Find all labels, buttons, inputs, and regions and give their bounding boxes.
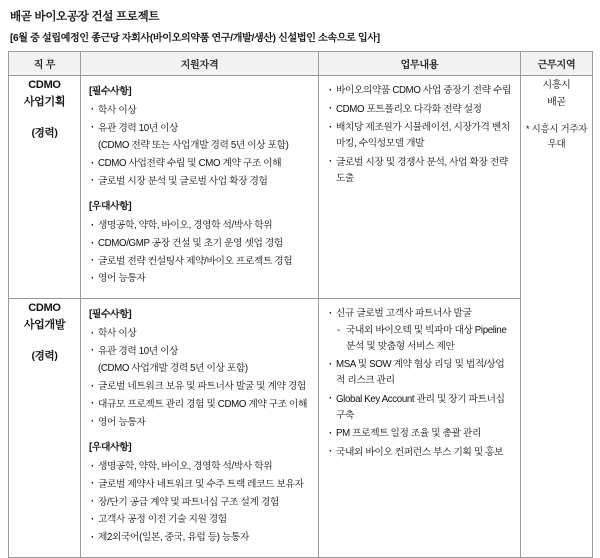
list-item: · 고객사 공정 이전 기술 지원 경험 (89, 512, 310, 528)
job-title-line1: CDMO (28, 79, 61, 91)
list-item: · 생명공학, 약학, 바이오, 경영학 석/박사 학위 (89, 459, 310, 475)
job-experience-label: (경력) (31, 127, 58, 140)
list-item: · 글로벌 네트워크 보유 및 파트너사 발굴 및 계약 경험 (89, 379, 310, 395)
job-title-line1: CDMO (28, 302, 61, 315)
required-list (89, 103, 310, 190)
page-title: 배곧 바이오공장 건설 프로젝트 (10, 11, 160, 23)
list-item: · 바이오의약품 CDMO 사업 중장기 전략 수립 (327, 83, 512, 99)
table-row (9, 299, 593, 558)
list-item: · CDMO/GMP 공장 건설 및 초기 운영 셋업 경험 (89, 236, 310, 252)
list-item-continuation: (CDMO 전략 또는 사업개발 경력 5년 이상 포함) (98, 140, 289, 152)
list-item: · 영어 능통자 (89, 415, 310, 431)
recruitment-table (8, 51, 593, 558)
duty-list (327, 306, 512, 460)
qualification-cell (81, 299, 319, 558)
list-item: · PM 프로젝트 일정 조율 및 총괄 관리 (327, 426, 512, 442)
list-item: · 학사 이상 (89, 326, 310, 342)
duty-cell (319, 76, 521, 299)
list-item: · 대규모 프로젝트 관리 경험 및 CDMO 계약 구조 이해 (89, 397, 310, 413)
list-item: · 생명공학, 약학, 바이오, 경영학 석/박사 학위 (89, 218, 310, 234)
preferred-list (89, 218, 310, 287)
preferred-label: [우대사항] (89, 442, 132, 454)
column-header-qualification: 지원자격 (81, 52, 319, 76)
preferred-list (89, 459, 310, 546)
job-title-line2: 사업기획 (23, 96, 66, 109)
sub-list-item: - 국내외 바이오텍 및 빅파마 대상 Pipeline 분석 및 맞춤형 서비스 제안 (336, 323, 512, 354)
job-title-line2: 사업개발 (23, 319, 66, 332)
column-header-duty: 업무내용 (319, 52, 521, 76)
list-item: · 유관 경력 10년 이상 (89, 344, 310, 360)
location-line1: 시흥시 (542, 80, 571, 91)
list-item: · 글로벌 제약사 네트워크 및 수주 트랙 레코드 보유자 (89, 477, 310, 493)
qualification-cell (81, 76, 319, 299)
column-header-job: 직 무 (9, 52, 81, 76)
job-title-cell (9, 299, 81, 558)
required-label: [필수사항] (89, 86, 132, 97)
list-item: · 장/단기 공급 계약 및 파트너십 구조 설계 경험 (89, 495, 310, 511)
required-label: [필수사항] (89, 309, 132, 321)
list-item: · 학사 이상 (89, 103, 310, 119)
location-line2: 배곧 (547, 97, 566, 108)
list-item: · 신규 글로벌 고객사 파트너사 발굴 - 국내외 바이오텍 및 빅파마 대상 Pipeline 분석 및 맞춤형 서비스 제안 (327, 306, 512, 354)
list-item: · 글로벌 시장 분석 및 글로벌 사업 확장 경험 (89, 174, 310, 190)
list-item: · 배치당 제조원가 시뮬레이션, 시장가격 벤치마킹, 수익성모델 개발 (327, 120, 512, 151)
duty-list (327, 83, 512, 186)
job-title-cell (9, 76, 81, 299)
page-subtitle: [6월 중 설립예정인 종근당 자회사(바이오의약품 연구/개발/생산) 신설법인 소속으로 입사] (10, 33, 380, 44)
sub-list (336, 323, 512, 354)
list-item: · 영어 능통자 (89, 271, 310, 287)
list-item-continuation: (CDMO 사업개발 경력 5년 이상 포함) (98, 363, 248, 375)
required-list (89, 326, 310, 430)
location-cell (521, 76, 593, 558)
column-header-location: 근무지역 (521, 52, 593, 76)
list-item: · 제2외국어(일본, 중국, 유럽 등) 능통자 (89, 530, 310, 546)
list-item: · MSA 및 SOW 계약 협상 리딩 및 법적/상업적 리스크 관리 (327, 357, 512, 388)
table-header-row (9, 52, 593, 76)
job-experience-label: (경력) (31, 350, 58, 363)
list-item: · CDMO 포트폴리오 다각화 전략 설정 (327, 102, 512, 118)
list-item: · Global Key Account 관리 및 장기 파트너십 구축 (327, 392, 512, 423)
list-item: · 유관 경력 10년 이상 (89, 121, 310, 137)
list-item: · 국내외 바이오 컨퍼런스 부스 기획 및 홍보 (327, 445, 512, 461)
list-item: · 글로벌 시장 및 경쟁사 분석, 사업 확장 전략 도출 (327, 155, 512, 186)
preferred-label: [우대사항] (89, 201, 132, 213)
list-item: · 글로벌 전략 컨설팅사 제약/바이오 프로젝트 경험 (89, 254, 310, 270)
table-row (9, 76, 593, 299)
location-note: * 시흥시 거주자 우대 (525, 124, 588, 150)
duty-cell (319, 299, 521, 558)
list-item: · CDMO 사업전략 수립 및 CMO 계약 구조 이해 (89, 156, 310, 172)
